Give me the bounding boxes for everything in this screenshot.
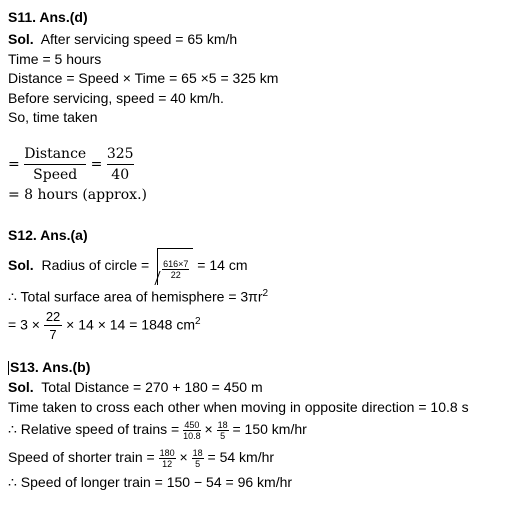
s12-calc-exp: 2	[195, 316, 201, 327]
s11-line3: Distance = Speed × Time = 65 ×5 = 325 km	[8, 70, 279, 86]
s12-sqrt-fraction	[162, 259, 189, 280]
s11-eq1: =	[8, 156, 20, 173]
s12-radius-line	[8, 248, 248, 285]
s11-frac2-num: 325	[107, 144, 134, 165]
s13-rel-f2-num: 18	[217, 419, 228, 430]
s13-header-line	[8, 358, 90, 376]
s12-area-text: ∴ Total surface area of hemisphere = 3πr	[8, 288, 263, 305]
s12-sol-label: Sol.	[8, 257, 34, 274]
s13-rel-f1-num: 450	[184, 419, 200, 430]
s13-rel-fraction1	[183, 420, 201, 441]
s11-header: S11. Ans.(d)	[8, 9, 88, 25]
s13-shorter-line	[8, 442, 274, 472]
s11-line4: Before servicing, speed = 40 km/h.	[8, 90, 224, 106]
s12-sqrt-radicand	[157, 248, 193, 285]
s11-eq2: =	[90, 156, 103, 173]
s13-short-pre: Speed of shorter train =	[8, 449, 155, 465]
s11-fraction-325-40	[107, 144, 134, 185]
s11-line1-text: After servicing speed = 65 km/h	[40, 31, 238, 47]
s13-rel-f1-den: 10.8	[183, 430, 201, 441]
s12-calc-pre: = 3 ×	[8, 316, 40, 333]
s13-relative-line	[8, 414, 307, 444]
s12-calc-num: 22	[45, 309, 61, 325]
s11-frac2-den: 40	[111, 167, 130, 183]
s13-header: S13. Ans.(b)	[10, 359, 91, 375]
s13-short-fraction1	[159, 448, 176, 469]
s12-calc-line	[8, 304, 201, 343]
s13-distance-line	[8, 378, 263, 396]
s13-short-f1-den: 12	[162, 458, 173, 469]
s13-short-f2-den: 5	[195, 458, 201, 469]
text-cursor	[8, 361, 9, 375]
s13-short-f1-num: 180	[159, 447, 175, 458]
s12-area-line	[8, 285, 268, 306]
s12-radius-text: Radius of circle =	[41, 257, 150, 274]
s13-short-fraction2	[192, 448, 204, 469]
s11-frac1-den: Speed	[33, 167, 78, 183]
s13-rel-times: ×	[204, 421, 213, 437]
s11-sol-label: Sol.	[8, 31, 34, 47]
s11-line1	[8, 30, 237, 48]
s13-rel-fraction2	[217, 420, 229, 441]
s12-calc-post: × 14 × 14 = 1848 cm	[66, 316, 195, 333]
s12-sqrt-num: 616×7	[163, 258, 189, 269]
s11-fraction-distance-speed	[24, 144, 86, 185]
s13-short-post: = 54 km/hr	[207, 449, 275, 465]
s13-rel-pre: ∴ Relative speed of trains =	[8, 421, 180, 437]
s13-time-line: Time taken to cross each other when moving in opposite direction = 10.8 s	[8, 399, 469, 415]
s13-rel-f2-den: 5	[220, 430, 226, 441]
s11-line2: Time = 5 hours	[8, 51, 102, 67]
s12-area-exp: 2	[262, 288, 269, 299]
s11-line5: So, time taken	[8, 109, 98, 125]
s12-header: S12. Ans.(a)	[8, 227, 88, 243]
s13-rel-post: = 150 km/hr	[232, 421, 307, 437]
s12-radius-result: = 14 cm	[197, 257, 248, 274]
s13-short-times: ×	[179, 449, 188, 465]
s12-calc-den: 7	[49, 327, 57, 343]
s13-longer-line: ∴ Speed of longer train = 150 − 54 = 96 km/hr	[8, 474, 293, 490]
s13-short-f2-num: 18	[192, 447, 203, 458]
s12-calc-fraction	[44, 308, 62, 343]
s11-frac1-num: Distance	[24, 144, 86, 165]
s13-distance-text: Total Distance = 270 + 180 = 450 m	[41, 379, 263, 395]
s13-sol-label: Sol.	[8, 379, 34, 395]
s12-sqrt	[153, 248, 193, 285]
s12-sqrt-den: 22	[170, 269, 181, 280]
s11-result: = 8 hours (approx.)	[8, 187, 147, 203]
s11-equation	[8, 144, 134, 185]
